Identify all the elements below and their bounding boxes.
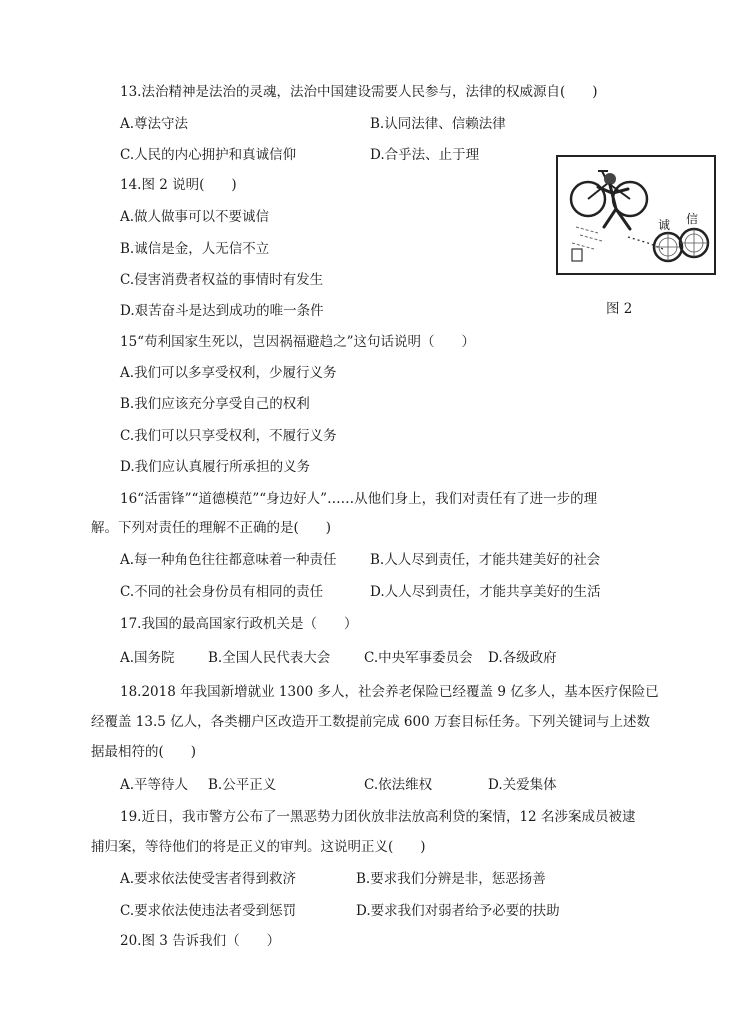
cartoon-illustration (558, 157, 714, 273)
q16-stem-line2: 解。下列对责任的理解不正确的是( ) (91, 520, 332, 536)
q18-option-d: D.关爱集体 (488, 777, 557, 793)
q16-option-a: A.每一种角色往往都意味着一种责任 (120, 552, 337, 568)
q18-stem-line2: 经覆盖 13.5 亿人，各类棚户区改造开工数提前完成 600 万套目标任务。下列关键词与上述数 (91, 714, 650, 730)
figure-2-caption: 图 2 (606, 301, 633, 317)
q14-option-d: D.艰苦奋斗是达到成功的唯一条件 (120, 303, 324, 319)
figure-2-cartoon (556, 155, 716, 275)
q13-option-c: C.人民的内心拥护和真诚信仰 (120, 147, 297, 163)
q18-stem-line1: 18.2018 年我国新增就业 1300 多人，社会养老保险已经覆盖 9 亿多人，基本医疗保险已 (120, 684, 659, 700)
q18-option-b: B.公平正义 (208, 777, 277, 793)
q17-option-b: B.全国人民代表大会 (208, 650, 331, 666)
q17-option-d: D.各级政府 (488, 650, 557, 666)
q19-option-a: A.要求依法使受害者得到救济 (120, 871, 297, 887)
q16-option-b: B.人人尽到责任，才能共建美好的社会 (370, 552, 601, 568)
q16-option-d: D.人人尽到责任，才能共享美好的生活 (370, 584, 601, 600)
q15-option-d: D.我们应认真履行所承担的义务 (120, 459, 311, 475)
q14-option-c: C.侵害消费者权益的事情时有发生 (120, 272, 324, 288)
q20-stem: 20.图 3 告诉我们（ ） (120, 933, 281, 949)
q16-option-c: C.不同的社会身份员有相同的责任 (120, 584, 324, 600)
q16-stem-line1: 16“活雷锋”“道德模范”“身边好人”……从他们身上，我们对责任有了进一步的理 (120, 491, 598, 507)
q17-option-c: C.中央军事委员会 (364, 650, 473, 666)
cartoon-char-xin: 信 (686, 212, 699, 226)
q19-option-c: C.要求依法使违法者受到惩罚 (120, 903, 297, 919)
q19-stem-line1: 19.近日，我市警方公布了一黑恶势力团伙放非法放高利贷的案情，12 名涉案成员被逮 (120, 809, 636, 825)
q19-stem-line2: 捕归案，等待他们的将是正义的审判。这说明正义( ) (91, 839, 426, 855)
q19-option-d: D.要求我们对弱者给予必要的扶助 (356, 903, 560, 919)
q19-option-b: B.要求我们分辨是非，惩恶扬善 (356, 871, 546, 887)
q18-option-a: A.平等待人 (120, 777, 189, 793)
q15-option-a: A.我们可以多享受权利，少履行义务 (120, 365, 337, 381)
q13-option-d: D.合乎法、止于理 (370, 147, 480, 163)
q13-option-b: B.认同法律、信赖法律 (370, 116, 506, 132)
q15-option-c: C.我们可以只享受权利，不履行义务 (120, 428, 337, 444)
q15-stem: 15“苟利国家生死以，岂因祸福避趋之”这句话说明（ ） (120, 334, 475, 350)
q18-option-c: C.依法维权 (364, 777, 433, 793)
q17-stem: 17.我国的最高国家行政机关是（ ） (120, 616, 358, 632)
q15-option-b: B.我们应该充分享受自己的权利 (120, 396, 310, 412)
q17-option-a: A.国务院 (120, 650, 175, 666)
q14-stem: 14.图 2 说明( ) (120, 177, 237, 193)
q13-stem: 13.法治精神是法治的灵魂，法治中国建设需要人民参与，法律的权威源自( ) (120, 84, 598, 100)
q14-option-a: A.做人做事可以不要诚信 (120, 209, 270, 225)
q18-stem-line3: 据最相符的( ) (91, 744, 197, 760)
q14-option-b: B.诚信是金，人无信不立 (120, 241, 270, 257)
q13-option-a: A.尊法守法 (120, 116, 189, 132)
cartoon-char-cheng: 诚 (658, 218, 671, 232)
